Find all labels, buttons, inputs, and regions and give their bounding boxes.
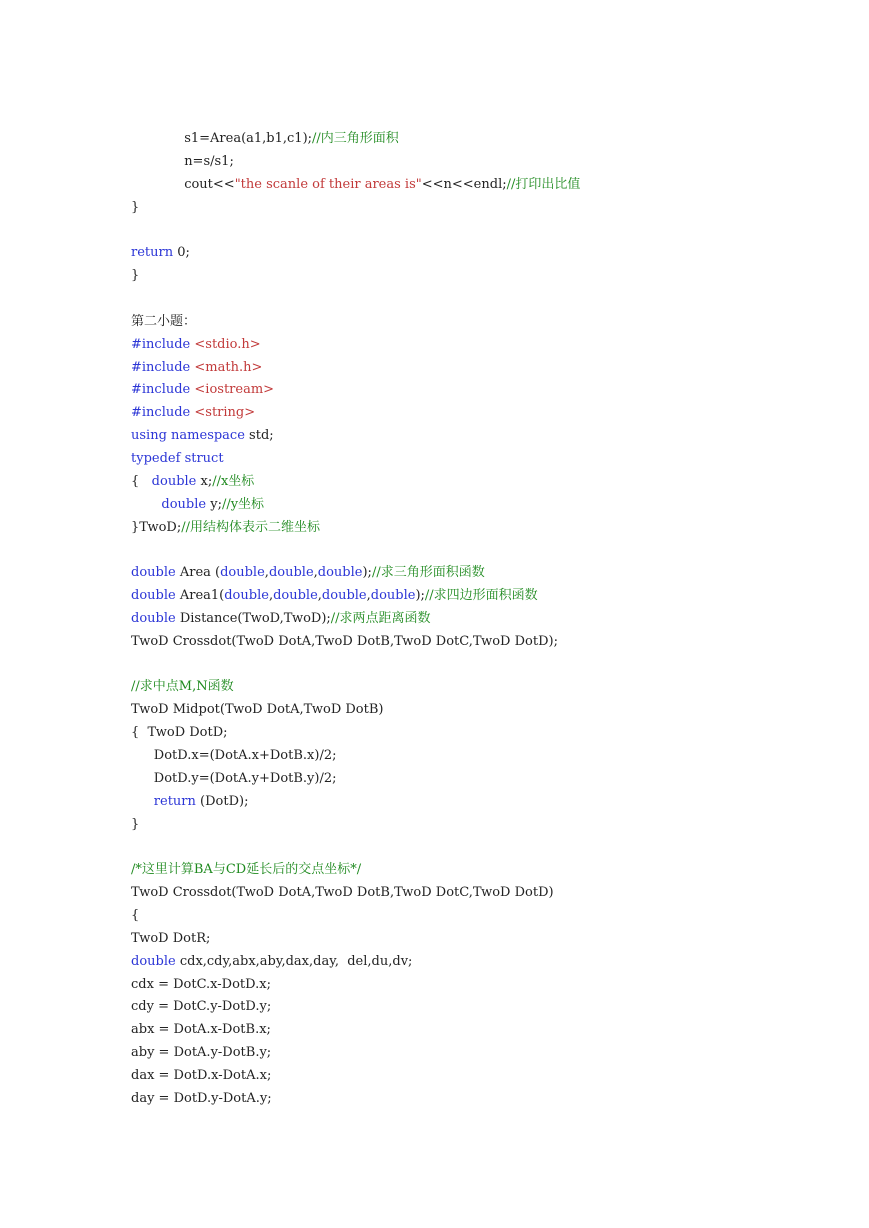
code-token: aby = DotA.y-DotB.y; (131, 1045, 272, 1060)
code-token: cdy = DotC.y-DotD.y; (131, 999, 272, 1015)
comment-token: //求三角形面积函数 (371, 565, 485, 581)
code-token: , (264, 565, 269, 581)
code-line (131, 631, 558, 653)
keyword-token: double (370, 588, 416, 603)
code-line (131, 265, 139, 287)
string-token: <string> (194, 405, 256, 421)
code-line (131, 928, 210, 950)
keyword-token: double (131, 565, 176, 581)
code-line (131, 996, 271, 1018)
keyword-token: using (131, 428, 167, 444)
comment-token: //x坐标 (212, 473, 255, 489)
code-token: DotD.y=(DotA.y+DotB.y)/2; (153, 770, 337, 786)
code-token: day = DotD.y-DotA.y; (131, 1090, 272, 1106)
code-line (131, 494, 264, 516)
code-line (131, 448, 224, 470)
keyword-token: double (224, 588, 269, 603)
code-token: , (313, 565, 318, 581)
code-token: { (131, 473, 152, 489)
code-token: TwoD Crossdot(TwoD DotA,TwoD DotB,TwoD DotC,TwoD DotD) (131, 885, 554, 901)
code-line (131, 311, 196, 333)
code-token: (DotD); (195, 793, 249, 809)
keyword-token: double (317, 565, 363, 581)
code-token: TwoD Crossdot(TwoD DotA,TwoD DotB,TwoD DotC,TwoD DotD); (131, 633, 558, 649)
code-line (131, 676, 234, 698)
code-line (131, 791, 248, 813)
code-line (131, 722, 228, 744)
code-token: DotD.x=(DotA.x+DotB.x)/2; (153, 748, 337, 763)
keyword-token: return (131, 245, 174, 261)
keyword-token: return (153, 793, 196, 809)
code-token: , (268, 588, 274, 603)
keyword-token: #include (131, 359, 191, 375)
code-token: Area1( (175, 588, 225, 603)
code-line (131, 585, 538, 607)
keyword-token: double (268, 565, 314, 581)
keyword-token: #include (131, 382, 191, 398)
code-token: TwoD Midpot(TwoD DotA,TwoD DotB) (131, 702, 384, 718)
comment-token: //内三角形面积 (312, 131, 399, 146)
code-token: Distance(TwoD,TwoD); (175, 610, 331, 626)
code-token: 第二小题： (131, 313, 197, 329)
code-line (131, 334, 261, 356)
keyword-token: double (151, 473, 197, 489)
code-token: cdx = DotC.x-DotD.x; (131, 976, 271, 992)
code-line (131, 517, 320, 539)
keyword-token: #include (131, 405, 191, 421)
code-token: n=s/s1; (184, 153, 234, 169)
comment-token: //用结构体表示二维坐标 (181, 519, 321, 535)
code-line (131, 562, 485, 584)
code-token: ); (362, 565, 372, 581)
code-token: cdx,cdy,abx,aby,dax,day, del,du,dv; (175, 953, 413, 969)
code-line (131, 905, 139, 927)
code-line (131, 745, 336, 767)
keyword-token: namespace (171, 428, 245, 444)
code-line (131, 357, 262, 379)
code-line (131, 814, 139, 836)
code-token: <<n<<endl; (421, 176, 507, 192)
code-token: y; (206, 496, 222, 512)
keyword-token: #include (131, 336, 191, 352)
code-line (131, 699, 383, 721)
code-line (131, 151, 234, 173)
code-line (131, 174, 580, 196)
code-line (131, 951, 412, 973)
code-line (131, 197, 139, 219)
code-token: { TwoD DotD; (131, 725, 228, 741)
code-token: TwoD DotR; (131, 930, 211, 946)
code-line (131, 608, 431, 630)
code-token: cout<< (184, 176, 235, 192)
keyword-token: struct (184, 450, 224, 466)
keyword-token: double (131, 588, 176, 603)
code-line (131, 859, 361, 881)
code-line (131, 379, 274, 401)
string-token: "the scanle of their areas is" (234, 176, 422, 192)
comment-token: //求中点M,N函数 (131, 679, 234, 695)
code-line (131, 1042, 271, 1064)
code-line (131, 1019, 271, 1041)
string-token: <math.h> (194, 359, 263, 375)
code-line (131, 402, 255, 424)
code-token: s1=Area(a1,b1,c1); (184, 131, 313, 146)
code-token: ); (415, 588, 425, 603)
code-token: 0; (173, 245, 190, 261)
keyword-token: double (321, 588, 367, 603)
comment-token: //求两点距离函数 (330, 610, 431, 626)
comment-token: //y坐标 (221, 496, 265, 512)
code-token: , (317, 588, 322, 603)
keyword-token: double (131, 953, 176, 969)
code-token: , (366, 588, 371, 603)
code-line (131, 242, 190, 264)
string-token: <stdio.h> (194, 336, 261, 352)
code-token: dax = DotD.x-DotA.x; (131, 1067, 272, 1083)
code-line (131, 974, 271, 996)
keyword-token: double (131, 610, 176, 626)
keyword-token: typedef (131, 450, 181, 466)
keyword-token: double (220, 565, 265, 581)
code-token: }TwoD; (131, 519, 182, 535)
code-line (131, 882, 554, 904)
code-line (131, 1065, 271, 1087)
code-token: abx = DotA.x-DotB.x; (131, 1022, 271, 1038)
code-token: { (131, 907, 140, 923)
code-line (131, 1088, 272, 1110)
code-token: } (131, 268, 140, 284)
string-token: <iostream> (194, 382, 275, 398)
code-token: x; (196, 473, 213, 489)
comment-token: //打印出比值 (506, 176, 581, 192)
code-line (131, 768, 337, 790)
code-token: Area ( (175, 565, 221, 581)
code-line (131, 425, 274, 447)
comment-token: //求四边形面积函数 (424, 588, 538, 603)
code-token: } (131, 816, 140, 832)
code-line (131, 471, 254, 493)
code-token: } (131, 199, 140, 215)
keyword-token: double (161, 496, 207, 512)
comment-token: /*这里计算BA与CD延长后的交点坐标*/ (131, 862, 362, 878)
code-token: std; (244, 428, 274, 444)
keyword-token: double (273, 588, 318, 603)
code-line (131, 128, 399, 150)
